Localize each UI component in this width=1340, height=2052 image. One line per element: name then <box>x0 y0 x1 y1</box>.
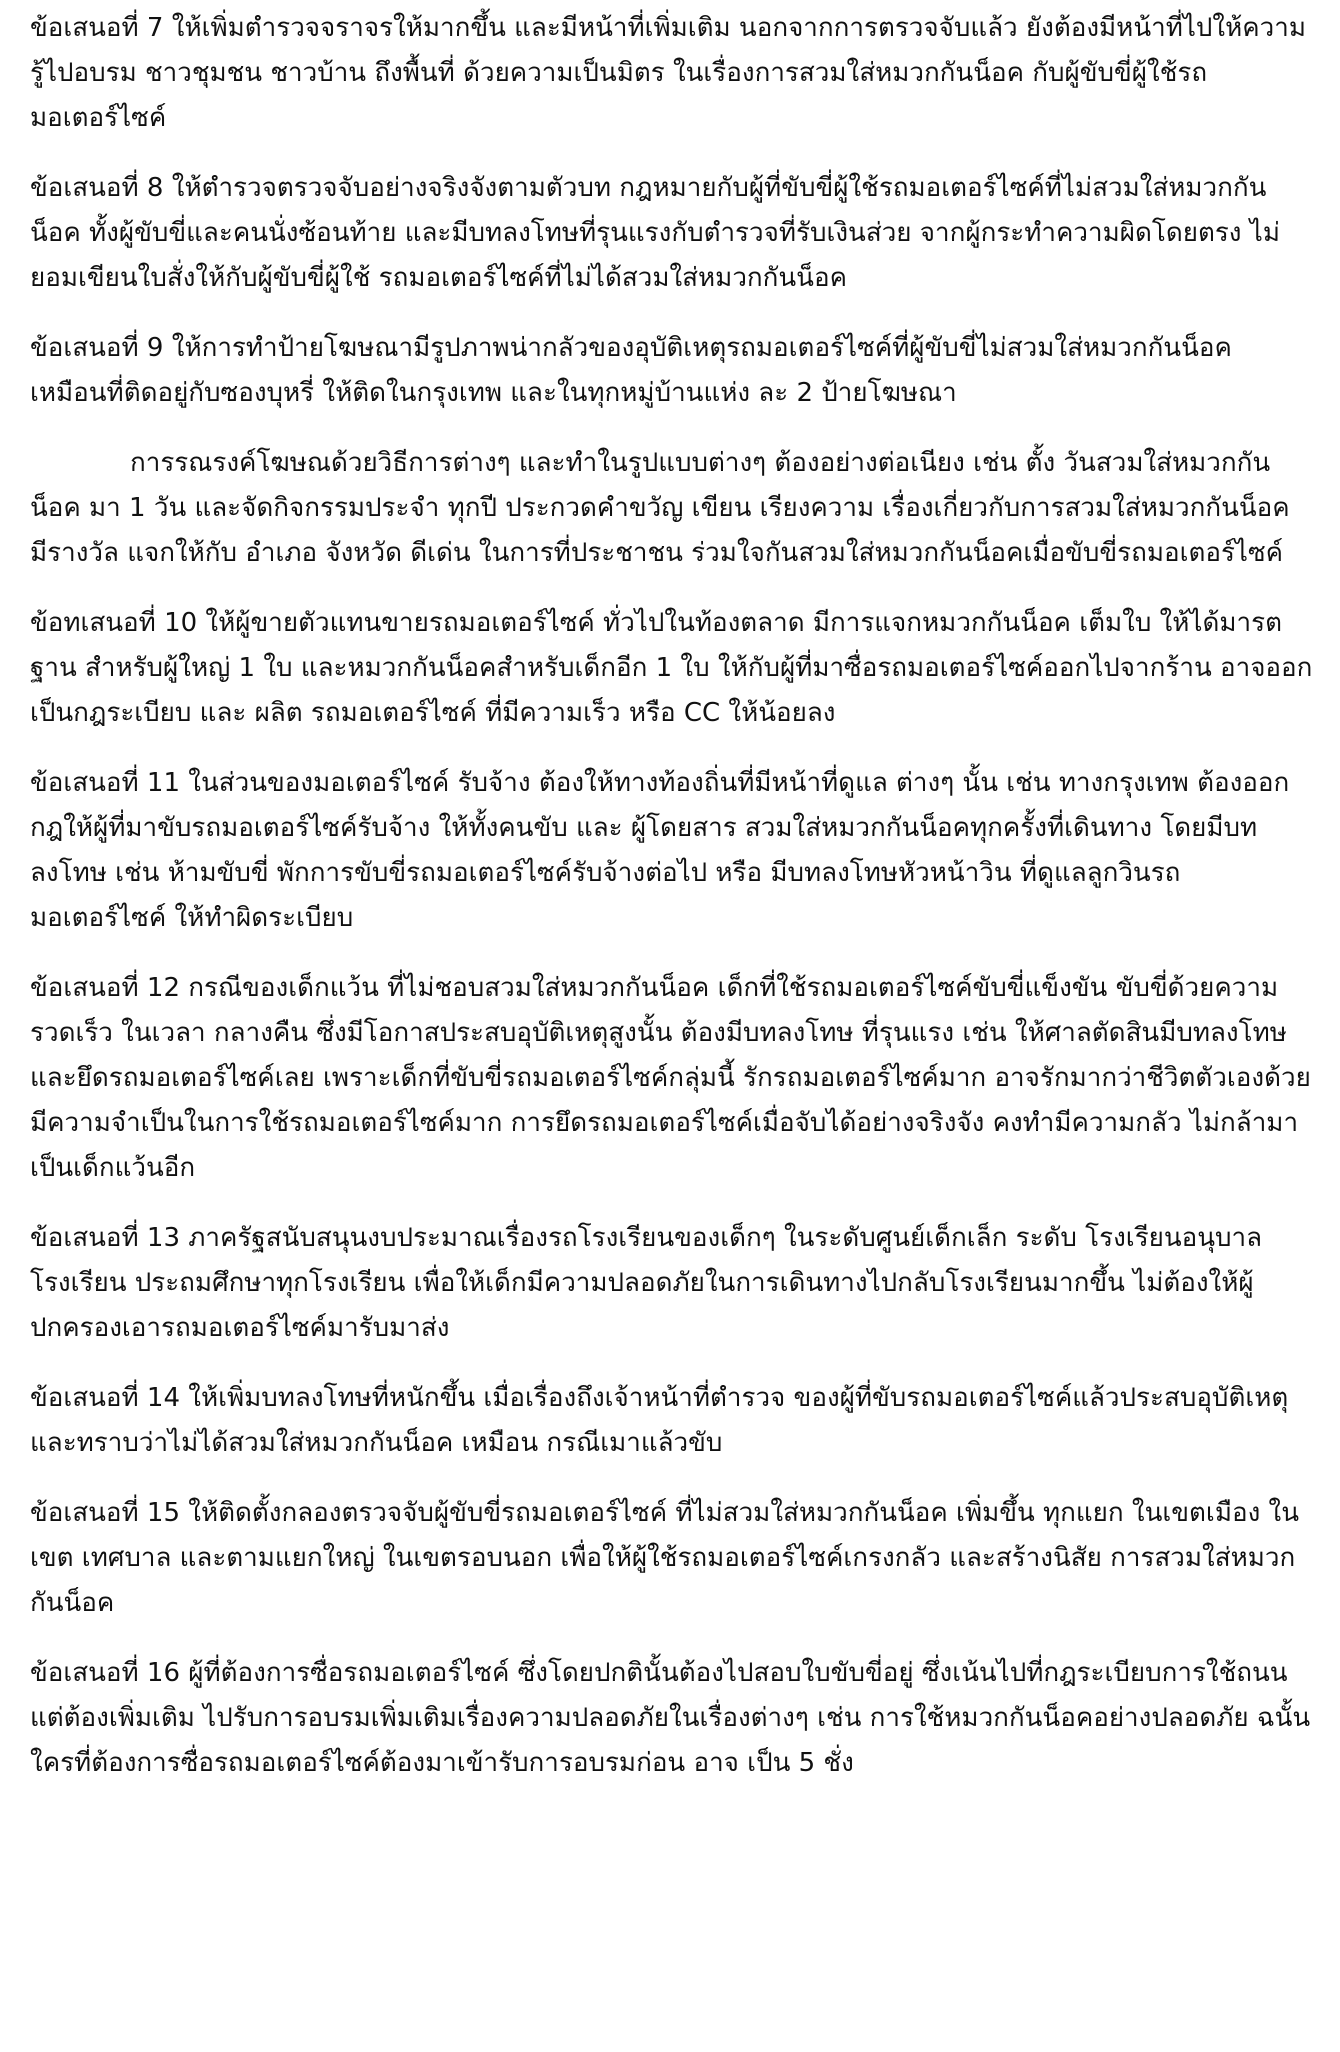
paragraph-campaign: การรณรงค์โฆษณด้วยวิธีการต่างๆ และทำในรูปแบบต่างๆ ต้องอย่างต่อเนียง เช่น ตั้ง วันสวมใส่หมวกกันน็อค มา 1 วัน และจัดกิจกรรมประจำ ทุกปี ประกวดคำขวัญ เขียน เรียงความ เรื่องเกี่ยวกับการสวมใส่หมวกกันน็อค มีรางวัล แจกให้กับ อำเภอ จังหวัด ดีเด่น ในการที่ประชาชน ร่วมใจกันสวมใส่หมวกกันน็อคเมื่อขับขี่รถมอเตอร์ไซค์ <box>30 448 1290 568</box>
paragraph-proposal-9: ข้อเสนอที่ 9 ให้การทำป้ายโฆษณามีรูปภาพน่ากลัวของอุบัติเหตุรถมอเตอร์ไซค์ที่ผู้ขับขี่ไม่สวมใส่หมวกกันน็อค เหมือนที่ติดอยู่กับซองบุหรี่ ให้ติดในกรุงเทพ และในทุกหมู่บ้านแห่ง ละ 2 ป้ายโฆษณา <box>30 333 1232 408</box>
paragraph-proposal-15: ข้อเสนอที่ 15 ให้ติดตั้งกลองตรวจจับผู้ขับขี่รถมอเตอร์ไซค์ ที่ไม่สวมใส่หมวกกันน็อค เพิ่มขึ้น ทุกแยก ในเขตเมือง ในเขต เทศบาล และตามแยกใหญ่ ในเขตรอบนอก เพื่อให้ผู้ใช้รถมอเตอร์ไซค์เกรงกลัว และสร้างนิสัย การสวมใส่หมวกกันน็อค <box>30 1498 1299 1618</box>
paragraph-proposal-11: ข้อเสนอที่ 11 ในส่วนของมอเตอร์ไซค์ รับจ้าง ต้องให้ทางท้องถิ่นที่มีหน้าที่ดูแล ต่างๆ นั้น เช่น ทางกรุงเทพ ต้องออกกฎให้ผู้ที่มาขับรถมอเตอร์ไซค์รับจ้าง ให้ทั้งคนขับ และ ผู้โดยสาร สวมใส่หมวกกันน็อคทุกครั้งที่เดินทาง โดยมีบทลงโทษ เช่น ห้ามขับขี่ พักการขับขี่รถมอเตอร์ไซค์รับจ้างต่อไป หรือ มีบทลงโทษหัวหน้าวิน ที่ดูแลลูกวินรถมอเตอร์ไซค์ ให้ทำผิดระเบียบ <box>30 768 1290 933</box>
paragraph-proposal-10: ข้อทเสนอที่ 10 ให้ผู้ขายตัวแทนขายรถมอเตอร์ไซค์ ทั่วไปในท้องตลาด มีการแจกหมวกกันน็อค เต็มใบ ให้ได้มารตฐาน สำหรับผู้ใหญ่ 1 ใบ และหมวกกันน็อคสำหรับเด็กอีก 1 ใบ ให้กับผู้ที่มาซื่อรถมอเตอร์ไซค์ออกไปจากร้าน อาจออกเป็นกฎระเบียบ และ ผลิต รถมอเตอร์ไซค์ ที่มีความเร็ว หรือ CC ให้น้อยลง <box>30 608 1313 728</box>
paragraph-proposal-16: ข้อเสนอที่ 16 ผู้ที่ต้องการซื่อรถมอเตอร์ไซค์ ซึ่งโดยปกตินั้นต้องไปสอบใบขับขี่อยู่ ซึ่งเน้นไปที่กฎระเบียบการใช้ถนน แต่ต้องเพิ่มเติม ไปรับการอบรมเพิ่มเติมเรื่องความปลอดภัยในเรื่องต่างๆ เช่น การใช้หมวกกันน็อคอย่างปลอดภัย ฉนั้น ใครที่ต้องการซื่อรถมอเตอร์ไซค์ต้องมาเข้ารับการอบรมก่อน อาจ เป็น 5 ชั่ง <box>30 1658 1311 1778</box>
paragraph-proposal-7: ข้อเสนอที่ 7 ให้เพิ่มตำรวจจราจรให้มากขึ้น และมีหน้าที่เพิ่มเติม นอกจากการตรวจจับแล้ว ยังต้องมีหน้าที่ไปให้ความรู้ไปอบรม ชาวชุมชน ชาวบ้าน ถึงพื้นที่ ด้วยความเป็นมิตร ในเรื่องการสวมใส่หมวกกันน็อค กับผู้ขับขี่ผู้ใช้รถมอเตอร์ไซค์ <box>30 13 1306 133</box>
paragraph-proposal-14: ข้อเสนอที่ 14 ให้เพิ่มบทลงโทษที่หนักขึ้น เมื่อเรื่องถึงเจ้าหน้าที่ตำรวจ ของผู้ที่ขับรถมอเตอร์ไซค์แล้วประสบอุบัติเหตุ และทราบว่าไม่ได้สวมใส่หมวกกันน็อค เหมือน กรณีเมาแล้วขับ <box>30 1383 1289 1458</box>
document-page <box>30 6 1315 2046</box>
paragraph-proposal-8: ข้อเสนอที่ 8 ให้ตำรวจตรวจจับอย่างจริงจังตามตัวบท กฎหมายกับผู้ที่ขับขี่ผู้ใช้รถมอเตอร์ไซค์ที่ไม่สวมใส่หมวกกันน็อค ทั้งผู้ขับขี่และคนนั่งซ้อนท้าย และมีบทลงโทษที่รุนแรงกับตำรวจที่รับเงินส่วย จากผู้กระทำความผิดโดยตรง ไม่ยอมเขียนใบสั่งให้กับผู้ขับขี่ผู้ใช้ รถมอเตอร์ไซค์ที่ไม่ได้สวมใส่หมวกกันน็อค <box>30 173 1280 293</box>
paragraph-proposal-13: ข้อเสนอที่ 13 ภาครัฐสนับสนุนงบประมาณเรื่องรถโรงเรียนของเด็กๆ ในระดับศูนย์เด็กเล็ก ระดับ โรงเรียนอนุบาล โรงเรียน ประถมศึกษาทุกโรงเรียน เพื่อให้เด็กมีความปลอดภัยในการเดินทางไปกลับโรงเรียนมากขึ้น ไม่ต้องให้ผู้ปกครองเอารถมอเตอร์ไซค์มารับมาส่ง <box>30 1223 1263 1343</box>
paragraph-proposal-12: ข้อเสนอที่ 12 กรณีของเด็กแว้น ที่ไม่ชอบสวมใส่หมวกกันน็อค เด็กที่ใช้รถมอเตอร์ไซค์ขับขี่แข็งขัน ขับขี่ด้วยความรวดเร็ว ในเวลา กลางคืน ซึ่งมีโอกาสประสบอุบัติเหตุสูงนั้น ต้องมีบทลงโทษ ที่รุนแรง เช่น ให้ศาลตัดสินมีบทลงโทษ และยึดรถมอเตอร์ไซค์เลย เพราะเด็กที่ขับขี่รถมอเตอร์ไซค์กลุ่มนี้ รักรถมอเตอร์ไซค์มาก อาจรักมากว่าชีวิตตัวเองด้วย มีความจำเป็นในการใช้รถมอเตอร์ไซค์มาก การยึดรถมอเตอร์ไซค์เมื่อจับได้อย่างจริงจัง คงทำมีความกลัว ไม่กล้ามาเป็นเด็กแว้นอีก <box>30 973 1311 1183</box>
